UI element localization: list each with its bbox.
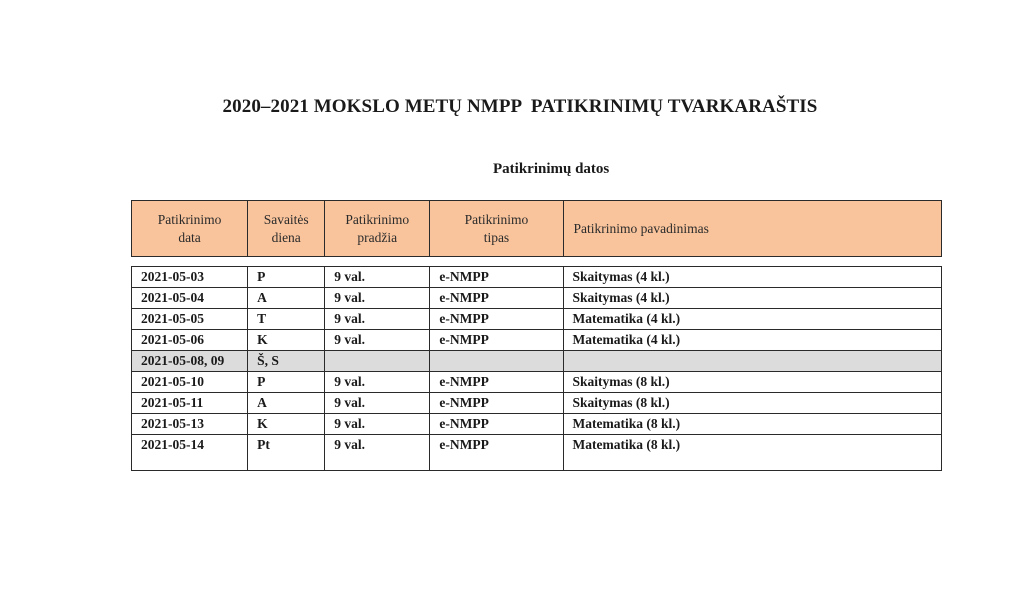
cell-name: Matematika (8 kl.) bbox=[563, 435, 941, 471]
cell-name: Matematika (4 kl.) bbox=[563, 330, 941, 351]
cell-date: 2021-05-14 bbox=[132, 435, 248, 471]
cell-name: Skaitymas (4 kl.) bbox=[563, 267, 941, 288]
table-row bbox=[132, 393, 942, 414]
cell-weekday: K bbox=[248, 330, 325, 351]
cell-date: 2021-05-04 bbox=[132, 288, 248, 309]
table-row-weekend bbox=[132, 351, 942, 372]
cell-start: 9 val. bbox=[325, 309, 430, 330]
header-name bbox=[563, 201, 941, 257]
cell-name bbox=[563, 351, 941, 372]
header-type-line1: Patikrinimo bbox=[464, 211, 529, 227]
header-date-line1: Patikrinimo bbox=[157, 211, 222, 227]
cell-type: e-NMPP bbox=[430, 288, 563, 309]
cell-start: 9 val. bbox=[325, 288, 430, 309]
cell-start: 9 val. bbox=[325, 393, 430, 414]
cell-start: 9 val. bbox=[325, 414, 430, 435]
cell-date: 2021-05-11 bbox=[132, 393, 248, 414]
table-row bbox=[132, 414, 942, 435]
cell-weekday: T bbox=[248, 309, 325, 330]
header-start-line2: pradžia bbox=[357, 229, 398, 245]
header-weekday bbox=[248, 201, 325, 257]
schedule-header bbox=[131, 200, 942, 257]
cell-date: 2021-05-10 bbox=[132, 372, 248, 393]
cell-start: 9 val. bbox=[325, 372, 430, 393]
cell-start: 9 val. bbox=[325, 435, 430, 471]
table-row bbox=[132, 330, 942, 351]
cell-type: e-NMPP bbox=[430, 414, 563, 435]
cell-type: e-NMPP bbox=[430, 309, 563, 330]
header-start bbox=[325, 201, 430, 257]
header-start-line1: Patikrinimo bbox=[345, 211, 410, 227]
cell-start: 9 val. bbox=[325, 330, 430, 351]
cell-date: 2021-05-13 bbox=[132, 414, 248, 435]
cell-name: Skaitymas (4 kl.) bbox=[563, 288, 941, 309]
section-subtitle: Patikrinimų datos bbox=[493, 161, 610, 177]
cell-date: 2021-05-05 bbox=[132, 309, 248, 330]
header-weekday-line1: Savaitės bbox=[263, 211, 309, 227]
cell-weekday: K bbox=[248, 414, 325, 435]
cell-weekday: A bbox=[248, 288, 325, 309]
cell-weekday: P bbox=[248, 372, 325, 393]
table-row bbox=[132, 288, 942, 309]
cell-name: Matematika (8 kl.) bbox=[563, 414, 941, 435]
cell-weekday: Š, S bbox=[248, 351, 325, 372]
cell-start: 9 val. bbox=[325, 267, 430, 288]
cell-type: e-NMPP bbox=[430, 372, 563, 393]
cell-type: e-NMPP bbox=[430, 435, 563, 471]
cell-weekday: Pt bbox=[248, 435, 325, 471]
table-row bbox=[132, 267, 942, 288]
header-type-line2: tipas bbox=[483, 229, 510, 245]
cell-name: Skaitymas (8 kl.) bbox=[563, 372, 941, 393]
cell-date: 2021-05-06 bbox=[132, 330, 248, 351]
cell-type bbox=[430, 351, 563, 372]
cell-name: Matematika (4 kl.) bbox=[563, 309, 941, 330]
header-date bbox=[132, 201, 248, 257]
cell-type: e-NMPP bbox=[430, 330, 563, 351]
table-row bbox=[132, 372, 942, 393]
header-type bbox=[430, 201, 563, 257]
table-row bbox=[132, 435, 942, 471]
cell-weekday: P bbox=[248, 267, 325, 288]
table-row bbox=[132, 309, 942, 330]
header-row bbox=[132, 201, 942, 257]
page-title: 2020–2021 MOKSLO METŲ NMPP PATIKRINIMŲ TVARKARAŠTIS bbox=[222, 96, 818, 117]
cell-weekday: A bbox=[248, 393, 325, 414]
header-date-line2: data bbox=[178, 229, 201, 245]
header-weekday-line2: diena bbox=[271, 229, 301, 245]
schedule-table bbox=[131, 266, 942, 471]
header-name-line1: Patikrinimo pavadinimas bbox=[573, 220, 709, 236]
cell-date: 2021-05-03 bbox=[132, 267, 248, 288]
cell-type: e-NMPP bbox=[430, 393, 563, 414]
cell-type: e-NMPP bbox=[430, 267, 563, 288]
cell-start bbox=[325, 351, 430, 372]
cell-date: 2021-05-08, 09 bbox=[132, 351, 248, 372]
cell-name: Skaitymas (8 kl.) bbox=[563, 393, 941, 414]
